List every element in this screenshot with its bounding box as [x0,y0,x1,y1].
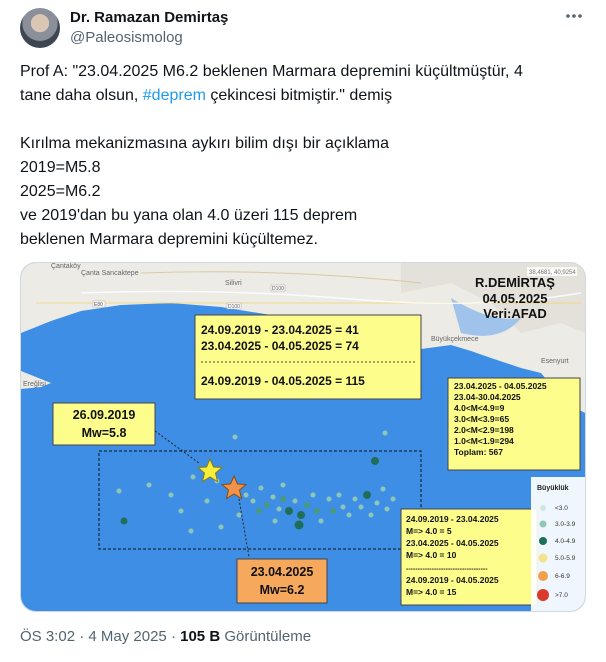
post-line: 2025=M6.2 [20,183,101,200]
stats-line: 2.0<M<2.9=198 [454,425,514,435]
count-line: 24.09.2019 - 23.04.2025 = 41 [201,323,359,337]
post-line: Prof A: "23.04.2025 M6.2 beklenen Marmara depremini küçültmüştür, 4 [20,63,523,80]
event-2025-date: 23.04.2025 [250,565,314,579]
m4-line: 24.09.2019 - 23.04.2025 [406,514,499,524]
legend-label: 3.0-3.9 [555,521,576,528]
legend-label: 6-6.9 [555,573,570,580]
view-count[interactable]: 105 B [180,628,221,645]
post-line: Kırılma mekanizmasına aykırı bilim dışı bir açıklama [20,135,389,152]
more-options-button[interactable] [562,10,586,30]
place-label: Silivri [225,280,242,287]
post-line: 2019=M5.8 [20,159,101,176]
stats-line: 4.0<M<4.9=9 [454,403,505,413]
post-meta [20,628,311,645]
author-name[interactable]: Dr. Ramazan Demirtaş [70,9,229,26]
hashtag-link[interactable]: #deprem [142,87,206,104]
coordinate-readout: 38,4681, 40,9254 [529,270,576,276]
m4-line: 24.09.2019 - 04.05.2025 [406,575,499,585]
avatar[interactable] [20,8,60,48]
stats-line: 23.04.2025 - 04.05.2025 [454,381,547,391]
count-line: 23.04.2025 - 04.05.2025 = 74 [201,339,359,353]
stats-line: 1.0<M<1.9=294 [454,436,514,446]
place-label: Çantaköy [51,263,81,270]
meta-separator: · [166,628,181,645]
place-label: Çanta Sancaktepe [81,270,139,277]
stats-line: 3.0<M<3.9=65 [454,414,510,424]
count-line: 24.09.2019 - 04.05.2025 = 115 [201,374,365,388]
post-date[interactable]: 4 May 2025 [88,628,167,645]
m4-line: M=> 4.0 = 15 [406,587,457,597]
event-2019-date: 26.09.2019 [72,408,136,422]
post-line: beklenen Marmara depremini küçültemez. [20,231,318,248]
event-2019-mag: Mw=5.8 [81,426,127,440]
m4-line: M=> 4.0 = 10 [406,550,457,560]
m4-line: 23.04.2025 - 04.05.2025 [406,538,499,548]
road-label: E80 [94,302,103,308]
legend-label: 4.0-4.9 [555,538,576,545]
meta-separator: · [75,628,89,645]
road-label: D100 [228,304,240,310]
stats-line: 23.04-30.04.2025 [454,392,521,402]
post-text-segment: tane daha olsun, [20,87,143,104]
post-text [20,60,586,252]
post-image[interactable] [20,262,586,612]
post-header [20,8,586,48]
post-line: ve 2019'dan bu yana olan 4.0 üzeri 115 deprem [20,207,358,224]
event-2025-mag: Mw=6.2 [259,583,305,597]
place-label: Büyükçekmece [431,336,479,343]
credit-date: 04.05.2025 [482,291,548,306]
road-label: D100 [272,286,284,292]
author-handle[interactable]: @Paleosismolog [70,29,183,46]
legend-label: >7.0 [555,592,568,599]
legend-title: Büyüklük [537,485,569,492]
credit-title: R.DEMİRTAŞ [475,275,555,290]
more-horizontal-icon [564,11,584,21]
place-label: Ereğlisi [23,381,46,388]
legend-label: <3.0 [555,505,568,512]
post-time[interactable]: ÖS 3:02 [20,628,76,645]
view-label: Görüntüleme [220,628,312,645]
m4-divider: ----------------------------------- [406,566,488,573]
legend-label: 5.0-5.9 [555,555,576,562]
credit-source: Veri:AFAD [483,306,547,321]
post-text-segment: çekincesi bitmiştir." demiş [205,87,393,104]
stats-line: Toplam: 567 [454,447,503,457]
post-line [20,84,586,108]
place-label: Esenyurt [541,358,569,365]
m4-line: M=> 4.0 = 5 [406,526,452,536]
